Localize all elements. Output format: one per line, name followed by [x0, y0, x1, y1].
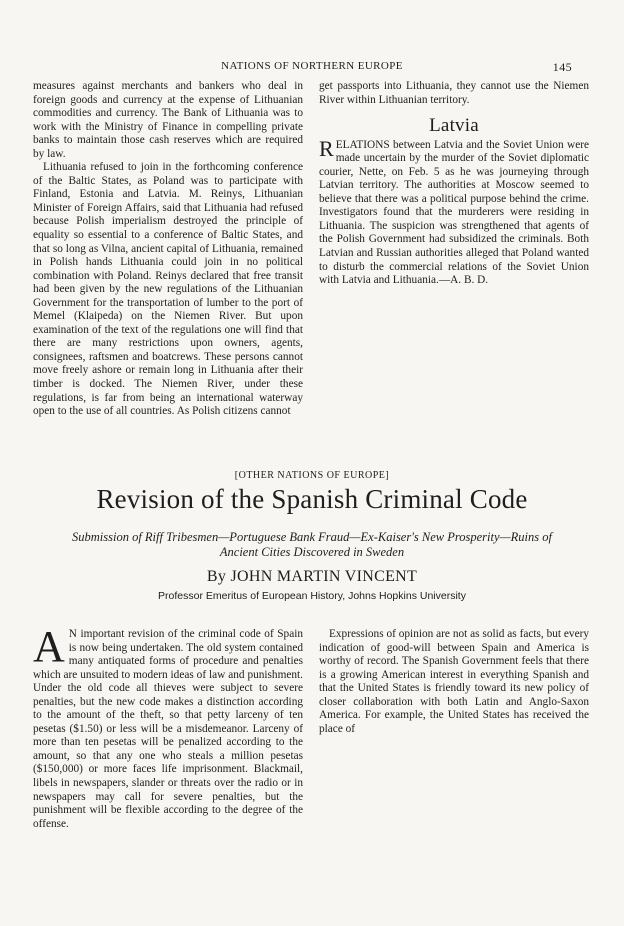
lithuania-column-left	[33, 80, 303, 419]
author-affiliation: Professor Emeritus of European History, Johns Hopkins University	[158, 590, 466, 602]
page-header	[40, 60, 584, 76]
lithuania-paragraph-1: measures against merchants and bankers who deal in foreign goods and currency at the expense of Lithuanian commodities and currency. The Bank of Lithuania was to work with the Ministry of Finance in compelling private banks to maintain those cash reserves which are required by law.	[33, 80, 303, 160]
article-paragraph-1	[33, 622, 303, 831]
section-tag: [OTHER NATIONS OF EUROPE]	[234, 470, 390, 481]
lithuania-paragraph-2b: get passports into Lithuania, they cannot use the Niemen River within Lithuanian territory.	[319, 80, 589, 106]
article-drop-cap: A	[33, 622, 65, 671]
article-column-right	[319, 628, 589, 736]
article-column-left	[33, 622, 303, 831]
latvia-drop-cap: R	[319, 135, 334, 161]
latvia-section-title: Latvia	[429, 115, 479, 137]
article-paragraph-2: Expressions of opinion are not as solid as facts, but every indication of good-will between Spain and America is worthy of record. The Spanish Government feels that there is a growing American interest in everything Spanish and that the United States is friendly toward its new policy of closer collaboration with both Latin and Anglo-Saxon America. For example, the United States has received the place of	[319, 628, 589, 735]
page-number: 145	[552, 60, 572, 74]
article-first-word: N	[68, 628, 77, 640]
article-title: Revision of the Spanish Criminal Code	[96, 484, 528, 514]
latvia-column-right	[319, 80, 589, 288]
byline-by: By	[206, 568, 227, 585]
byline	[40, 568, 584, 586]
article-subtitle: Submission of Riff Tribesmen—Portuguese Bank Fraud—Ex-Kaiser's New Prosperity—Ruins of Ancient Cities Discovered in Sweden	[72, 530, 552, 559]
lithuania-paragraph-2a: Lithuania refused to join in the forthcoming conference of the Baltic States, as Poland was to participate with Finland, Estonia and Latvia. M. Reinys, Lithuanian Minister of Foreign Affairs, said that Lithuania had refused because Polish imperialism destroyed the principle of equality so essential to a conference of Baltic States, and that so long as Vilna, ancient capital of Lithuania, remained in Polish hands Lithuania could join in no political combination with Poland. Reinys declared that free transit had been given by the new regulations of the Lithuanian Government for the transportation of lumber to the port of Memel (Klaipeda) on the Niemen River. But upon examination of the text of the regulations one will find that there are many restrictions upon owners, agents, consignees, raftsmen and boatcrews. These persons cannot move freely ashore or remain long in Lithuania after their timber is docked. The Niemen River, under these regulations, is far from being an international waterway open to the use of all countries. As Polish citizens cannot	[33, 161, 303, 418]
article-left-text-a: important revision of the criminal code of Spain is now being undertaken. The old system contained many antiquated forms of procedure and penalties which are unsuited to modern ideas of law and punishment. Under the old code all thieves were subject to severe penalties, but the new code makes a distinction according to the amount of the theft, so that petty larceny of ten pesetas ($1.50) or less will be a misdemeanor. Larceny of more than ten pesetas will be penalized according to the amount, so that any one who steals a million pesetas ($150,000) or more faces life imprisonment. Blackmail, libels in newspapers, slander or threats over the radio or in newspapers may call for severe penalties, but the punishment will be flexible according to the degree of the offense.	[33, 628, 303, 830]
latvia-text: ELATIONS between Latvia and the Soviet Union were made uncertain by the murder of the Soviet diplomatic courier, Nette, on Feb. 5 as he was journeying through Latvian territory. The authorities at Moscow seemed to believe that there was a political purpose behind the crime. Investigators found that the murderers were residing in Lithuania. The suspicion was strengthened that agents of the Polish Government had subsidized the criminals. Both Latvian and Russian authorities alleged that Poland wanted to disturb the commercial relations of the Soviet Union with Latvia and Lithuania.—A. B. D.	[319, 138, 589, 287]
latvia-paragraph	[319, 135, 589, 288]
running-title: NATIONS OF NORTHERN EUROPE	[221, 60, 403, 72]
author-name: JOHN MARTIN VINCENT	[230, 568, 418, 585]
